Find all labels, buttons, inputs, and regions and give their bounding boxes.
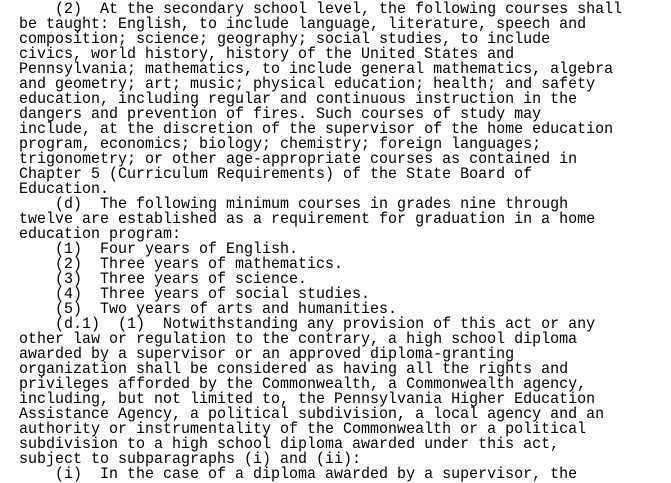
text-line: privileges afforded by the Commonwealth, a Commonwealth agency, [19,374,587,394]
list-item: (4) Three years of social studies. [19,284,371,304]
text-line: education, including regular and continuous instruction in the [19,89,578,109]
text-line: Pennsylvania; mathematics, to include general mathematics, algebra [19,59,614,79]
text-line: Chapter 5 (Curriculum Requirements) of the State Board of [19,164,533,184]
list-item: (5) Two years of arts and humanities. [19,299,398,319]
text-line: include, at the discretion of the supervisor of the home education [19,119,614,139]
text-line: program, economics; biology; chemistry; foreign languages; [19,134,542,154]
text-line: organization shall be considered as having all the rights and [19,359,569,379]
text-line: (d.1) (1) Notwithstanding any provision of this act or any [19,314,596,334]
text-line: and geometry; art; music; physical education; health; and safety [19,74,596,94]
text-line: subject to subparagraphs (i) and (ii): [19,449,362,469]
text-line: twelve are established as a requirement for graduation in a home [19,209,596,229]
text-line: education program: [19,224,182,244]
text-line: trigonometry; or other age-appropriate courses as contained in [19,149,578,169]
text-line: dangers and prevention of fires. Such courses of study may [19,104,542,124]
text-line: including, but not limited to, the Pennsylvania Higher Education [19,389,596,409]
text-line: authority or instrumentality of the Commonwealth or a political [19,419,587,439]
list-item: (2) Three years of mathematics. [19,254,344,274]
text-line: Education. [19,179,110,199]
text-line: composition; science; geography; social studies, to include [19,29,551,49]
text-line: be taught: English, to include language, literature, speech and [19,14,587,34]
document-page [19,0,671,483]
list-item: (3) Three years of science. [19,269,308,289]
text-line: awarded by a supervisor or an approved diploma-granting [19,344,515,364]
text-line: (d) The following minimum courses in grades nine through [19,194,569,214]
list-item: (1) Four years of English. [19,239,299,259]
text-line: (i) In the case of a diploma awarded by a supervisor, the [19,464,578,483]
text-line: civics, world history, history of the United States and [19,44,515,64]
text-line: subdivision to a high school diploma awarded under this act, [19,434,560,454]
text-line: Assistance Agency, a political subdivision, a local agency and an [19,404,605,424]
text-line: other law or regulation to the contrary, a high school diploma [19,329,578,349]
text-line: (2) At the secondary school level, the following courses shall [19,0,623,19]
